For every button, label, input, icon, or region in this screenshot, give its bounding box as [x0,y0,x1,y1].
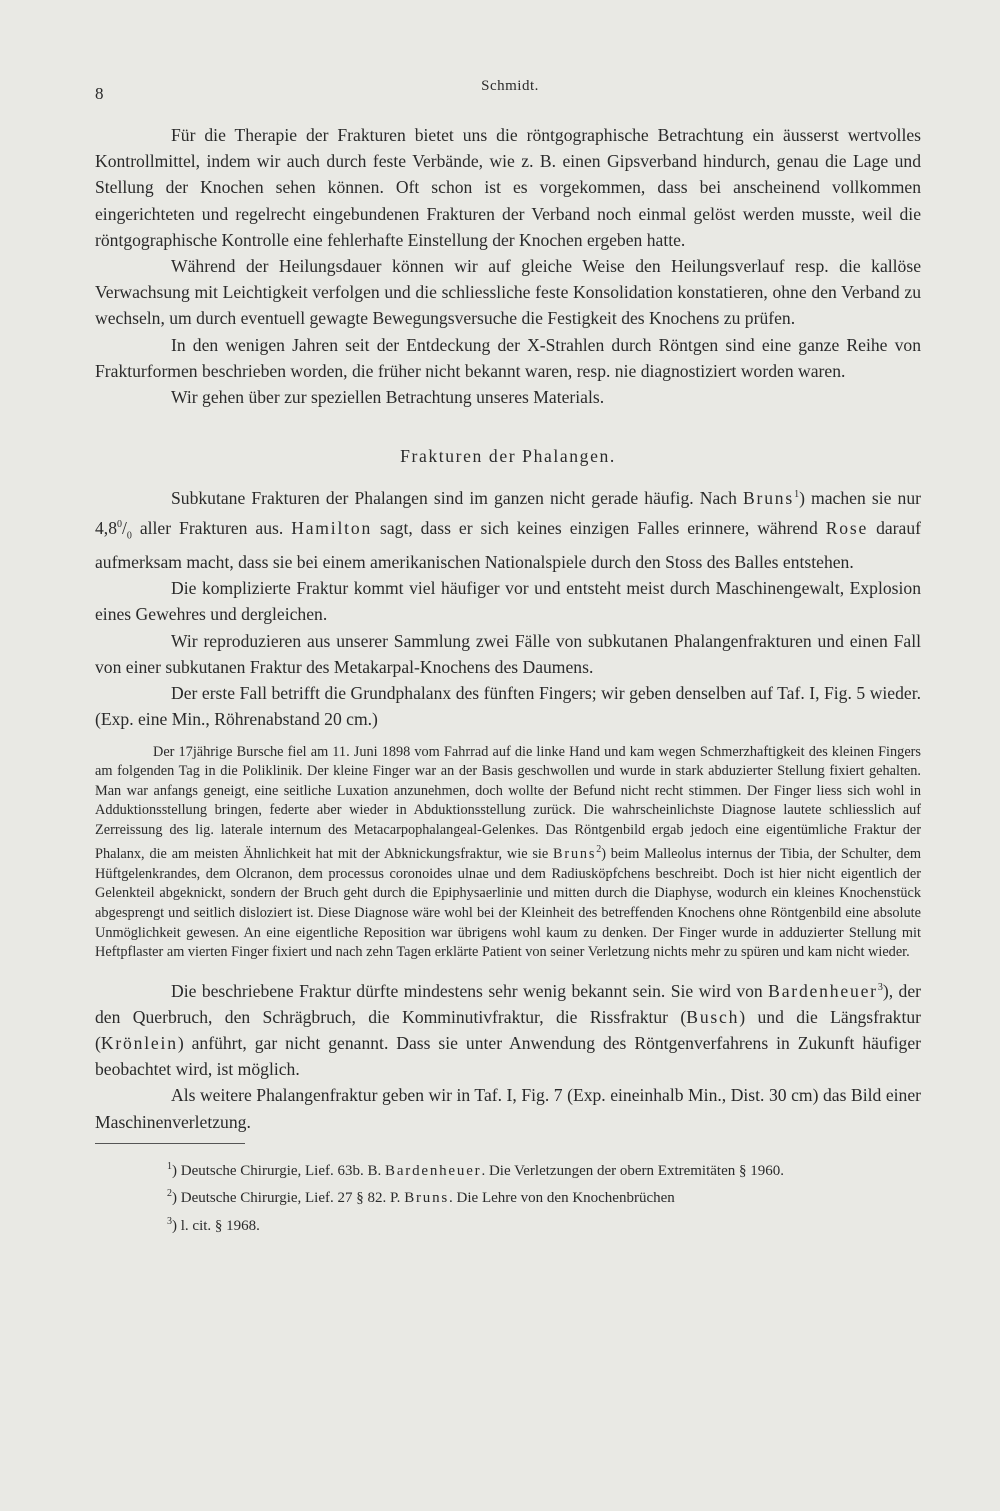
footnote-ref-3: 3 [877,981,883,993]
author-hamilton: Hamilton [291,517,373,538]
text-run: ) anführt, gar nicht genannt. Dass sie unter Anwendung des Röntgenverfahrens in Zukunft häufiger beobachtet wird, ist möglich. [95,1033,921,1080]
paragraph-transition: Wir gehen über zur speziellen Betrachtung unseres Materials. [171,387,605,408]
text-run: . Die Verletzungen der obern Extremitäten § 1960. [481,1162,784,1179]
text-run: ) Deutsche Chirurgie, Lief. 63b. B. [172,1162,386,1179]
section-heading: Frakturen der Phalangen. [400,446,616,467]
author-bardenheuer: Bardenheuer [385,1162,482,1179]
text-run: aller Frakturen aus. [131,517,292,538]
footnote-mark: 2 [167,1188,172,1200]
paragraph-xray-discovery: In den wenigen Jahren seit der Entdeckung der X-Strahlen durch Röntgen sind eine ganze Reihe von Frakturformen beschrieben worden, die früher nicht bekannt waren, resp. nie diagnostiziert worden waren. [95,334,921,381]
footnote-mark: 3 [167,1215,172,1227]
text-run: ) machen sie nur 4,8 [95,488,921,538]
footnote-divider [95,1143,245,1144]
text-run: Subkutane Frakturen der Phalangen sind im ganzen nicht gerade häufig. Nach [171,488,744,509]
percent-sub: 0 [126,529,132,541]
footnote-1 [95,1158,921,1181]
page-number: 8 [95,84,104,103]
paragraph-further-fracture: Als weitere Phalangenfraktur geben wir in Taf. I, Fig. 7 (Exp. eineinhalb Min., Dist. 30 cm) das Bild einer Maschinenverletzung. [95,1085,921,1132]
paragraph-healing: Während der Heilungsdauer können wir auf gleiche Weise den Heilungsverlauf resp. die kallöse Verwachsung mit Leichtigkeit verfolgen und die schliessliche feste Konsolidation konstatieren, ohne den Verband zu wechseln, um durch eventuell gewagte Bewegungsversuche die Festigkeit des Knochens zu prüfen. [95,256,921,329]
text-run: Der 17jährige Bursche fiel am 11. Juni 1898 vom Fahrrad auf die linke Hand und kam wegen Schmerzhaftigkeit des kleinen Fingers am folgenden Tag in die Poliklinik. Der kleine Finger war an der Basis geschwollen und wurde in stark abduzierter Stellung fixiert gehalten. Man war anfangs geneigt, eine seitliche Luxation anzunehmen, doch wollte der Befund nicht recht stimmen. Der Finger liess sich wohl in Adduktionsstellung bringen, federte aber wieder in Abduktionsstellung zurück. Die wahrscheinlichste Diagnose lautete schliesslich auf Zerreissung des lig. laterale internum des Metacarpophalangeal-Gelenkes. Das Röntgenbild ergab jedoch eine eigentümliche Fraktur der Phalanx, die am meisten Ähnlichkeit hat mit der Abknickungsfraktur, wie sie [95,743,921,863]
author-rose: Rose [825,517,869,538]
author-bruns: Bruns [553,846,597,863]
author-busch: Busch [686,1006,740,1027]
footnotes [95,1158,921,1236]
paragraph-described-fracture [95,975,921,1083]
paragraph-subcutaneous [95,482,921,575]
footnote-3 [95,1213,921,1236]
text-run: ) Deutsche Chirurgie, Lief. 27 § 82. P. [172,1190,405,1207]
percent-slash: / [122,517,127,538]
text-run: Die beschriebene Fraktur dürfte mindestens sehr wenig bekannt sein. Sie wird von [171,980,769,1001]
page-header [95,76,925,106]
text-run: darauf aufmerksam macht, dass sie bei einem amerikanischen Nationalspiele durch den Stoss des Balles entstehen. [95,517,922,573]
author-bruns: Bruns [743,488,795,509]
footnote-ref-2: 2 [596,844,602,856]
author-bardenheuer: Bardenheuer [768,980,878,1001]
body-text [95,122,921,1240]
running-head: Schmidt. [481,78,539,94]
text-run: ) l. cit. § 1968. [172,1217,260,1234]
paragraph-first-case: Der erste Fall betrifft die Grundphalanx des fünften Fingers; wir geben denselben auf Taf. I, Fig. 5 wieder. (Exp. eine Min., Röhrenabstand 20 cm.) [95,683,921,730]
text-run: ) beim Malleolus internus der Tibia, der Schulter, dem Hüftgelenkrandes, dem Olcranon, dem processus coronoides ulnae und dem Radiusköpfchens beschreibt. Doch ist hier nicht eigentlich der Gelenkteil abgeknickt, sondern der Bruch geht durch die Epiphysaerlinie und mitten durch die Diaphyse, wodurch ein kleines Knochenstück abgesprengt und seitlich disloziert ist. Diese Diagnose wäre wohl bei der Kleinheit des betreffenden Knochens ohne Röntgenbild eine absolute Unmöglichkeit gewesen. An eine eigentliche Reposition war übrigens wohl kaum zu denken. Der Finger wurde in adduzierter Stellung mit Heftpflaster am vierten Finger fixiert und nach zehn Tagen erklärte Patient von seiner Verletzung nichts mehr zu spüren und kam nicht wieder. [95,846,921,961]
footnote-mark: 1 [167,1160,172,1172]
paragraph-therapy: Für die Therapie der Frakturen bietet uns die röntgographische Betrachtung ein äusserst wertvolles Kontrollmittel, indem wir auch durch feste Verbände, wie z. B. einen Gipsverband hindurch, genau die Lage und Stellung der Knochen sehen können. Oft schon ist es vorgekommen, dass bei anscheinend vollkommen eingerichteten und regelrecht eingebundenen Frakturen der Verband noch einmal gelöst werden musste, weil die röntgographische Kontrolle eine fehlerhafte Einstellung der Knochen ergeben hatte. [95,125,921,250]
percent-sup: 0 [117,518,122,530]
text-run: . Die Lehre von den Knochenbrüchen [449,1190,675,1207]
author-kroenlein: Krönlein [100,1033,178,1054]
paragraph-reproduce: Wir reproduzieren aus unserer Sammlung zwei Fälle von subkutanen Phalangenfrakturen und einen Fall von einer subkutanen Fraktur des Metakarpal-Knochens des Daumens. [95,630,921,677]
footnote-2 [95,1185,921,1208]
text-run: sagt, dass er sich keines einzigen Falles erinnere, während [372,517,826,538]
paragraph-complicated: Die komplizierte Fraktur kommt viel häufiger vor und entsteht meist durch Maschinengewalt, Explosion eines Gewehres und dergleichen. [95,578,921,625]
author-bruns: Bruns [404,1190,450,1207]
text-run: ) und die Längsfraktur ( [95,1006,922,1054]
text-run: ), der den Querbruch, den Schrägbruch, die Komminutivfraktur, die Rissfraktur ( [95,980,921,1027]
case-report [95,743,921,963]
footnote-ref-1: 1 [794,489,800,501]
